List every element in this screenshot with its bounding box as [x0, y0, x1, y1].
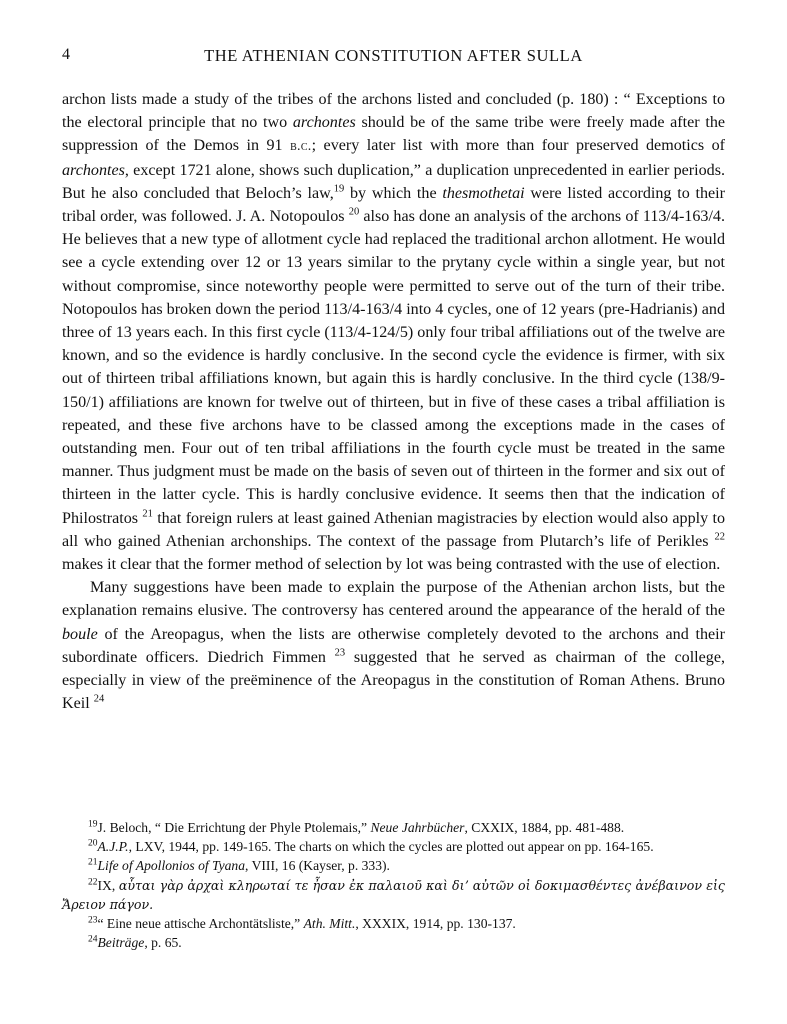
body-text — [62, 88, 725, 715]
text-segment: , p. 65. — [144, 935, 182, 951]
text-segment: , except 1721 alone, shows such duplication,” a duplication unprecedented in earlier periods. But he also concluded that Beloch’s law, — [62, 161, 725, 202]
footnotes-section — [62, 818, 725, 952]
italic-term: archontes — [292, 114, 356, 132]
footnote-23 — [62, 914, 725, 933]
text-segment: , CXXIX, 1884, pp. 481-488. — [464, 820, 625, 835]
text-segment: , LXV, 1944, pp. 149-165. The charts on which the cycles are plotted out appear on pp. 164-165. — [128, 839, 654, 855]
footnote-19 — [62, 818, 725, 837]
italic-term: Neue Jahrbücher — [370, 820, 465, 835]
footnote-number: 21 — [88, 857, 98, 868]
running-head: THE ATHENIAN CONSTITUTION AFTER SULLA — [204, 46, 583, 65]
footnote-20 — [62, 837, 725, 856]
text-segment: makes it clear that the former method of selection by lot was being contrasted with the use of election. — [62, 556, 721, 574]
italic-term: A.J.P. — [97, 839, 129, 855]
page-number: 4 — [62, 46, 70, 63]
italic-term: boule — [62, 625, 98, 643]
italic-term: thesmothetai — [442, 184, 525, 202]
small-caps-term: b.c. — [290, 139, 312, 155]
text-segment: suggested that he served as chairman of the college, especially in view of the preëminence of the Areopagus in the constitution of Roman Athens. Bruno Keil — [62, 648, 725, 713]
footnote-number: 23 — [88, 915, 98, 926]
text-segment: “ Eine neue attische Archontätsliste,” — [97, 916, 304, 932]
paragraph-2 — [62, 576, 725, 715]
footnote-marker-23: 23 — [334, 647, 346, 659]
footnote-marker-21: 21 — [142, 508, 153, 520]
footnote-24 — [62, 933, 725, 952]
footnote-21 — [62, 856, 725, 875]
text-segment: archon lists made a study of the tribes of the archons listed and concluded (p. 180) : “ Exceptions to the electoral principle that no two — [62, 91, 725, 132]
footnote-marker-19: 19 — [333, 183, 345, 195]
footnote-marker-22: 22 — [714, 531, 725, 543]
text-segment: were listed according to their tribal order, was followed. J. A. Notopoulos — [62, 184, 725, 226]
text-segment: ; every later list with more than four preserved demotics of — [311, 137, 725, 155]
text-segment: also has done an analysis of the archons of 113/4-163/4. He believes that a new type of allotment cycle had replaced the traditional archon allotment. He would see a cycle extending over 12 or 13 years similar to the prytany cycle within a single year, but not without compromise, since noteworthy people were permitted to serve out of the turn of their tribe. Notopoulos has broken down the period 113/4-163/4 into 4 cycles, one of 12 years (pre-Hadrianis) and three of 13 years each. In this first cycle (113/4-124/5) only four tribal affiliations out of the twelve are known, and so the evidence is hardly conclusive. In the second cycle the evidence is firmer, with six out of thirteen tribal affiliations known, but again this is hardly conclusive. In the third cycle (138/9-150/1) affiliations are known for twelve out of thirteen, but in five of these cases a tribal affiliation is repeated, and these five archons have to be classed among the exceptions made in the cases of outstanding men. Four out of ten tribal affiliations in the fourth cycle must be treated in the same manner. Thus judgment must be made on the basis of seven out of thirteen in the former and six out of thirteen in the latter cycle. This is hardly conclusive evidence. It seems then that the indication of Philostratos — [62, 208, 725, 527]
footnote-number: 19 — [88, 819, 98, 830]
footnote-22 — [62, 876, 725, 914]
footnote-marker-20: 20 — [348, 206, 360, 218]
text-segment: , XXXIX, 1914, pp. 130-137. — [355, 916, 516, 932]
text-segment: should be of the same tribe were freely made after the suppression of the Demos in 91 — [62, 114, 726, 155]
footnote-marker-24: 24 — [93, 693, 105, 705]
text-segment: J. Beloch, “ Die Errichtung der Phyle Ptolemais,” — [97, 820, 371, 835]
text-segment: by which the — [344, 184, 443, 202]
paragraph-1 — [62, 88, 725, 576]
italic-term: Beiträge — [97, 935, 145, 951]
footnote-number: 22 — [88, 877, 98, 888]
italic-term: Ath. Mitt. — [303, 916, 356, 932]
text-segment: that foreign rulers at least gained Athenian magistracies by election would also apply to all who gained Athenian archonships. The context of the passage from Plutarch’s life of Perikles — [62, 509, 725, 550]
italic-term: Life of Apollonios of Tyana — [97, 858, 246, 874]
page-header — [62, 46, 725, 70]
text-segment: , VIII, 16 (Kayser, p. 333). — [245, 858, 390, 874]
footnote-number: 20 — [88, 838, 98, 849]
greek-quotation: αὗται γὰρ ἀρχαὶ κληρωταί τε ἦσαν ἐκ παλαιοῦ καὶ διʼ αὐτῶν οἱ δοκιμασθέντες ἀνέβαινον εἰς Ἄρειον πάγον. — [62, 877, 725, 912]
text-segment: IX, — [97, 877, 119, 893]
text-segment: of the Areopagus, when the lists are otherwise completely devoted to the archons and their subordinate officers. Diedrich Fimmen — [62, 625, 725, 666]
italic-term: archontes — [62, 161, 125, 179]
text-segment: Many suggestions have been made to explain the purpose of the Athenian archon lists, but the explanation remains elusive. The controversy has centered around the appearance of the herald of the — [62, 579, 725, 620]
footnote-number: 24 — [88, 934, 98, 945]
